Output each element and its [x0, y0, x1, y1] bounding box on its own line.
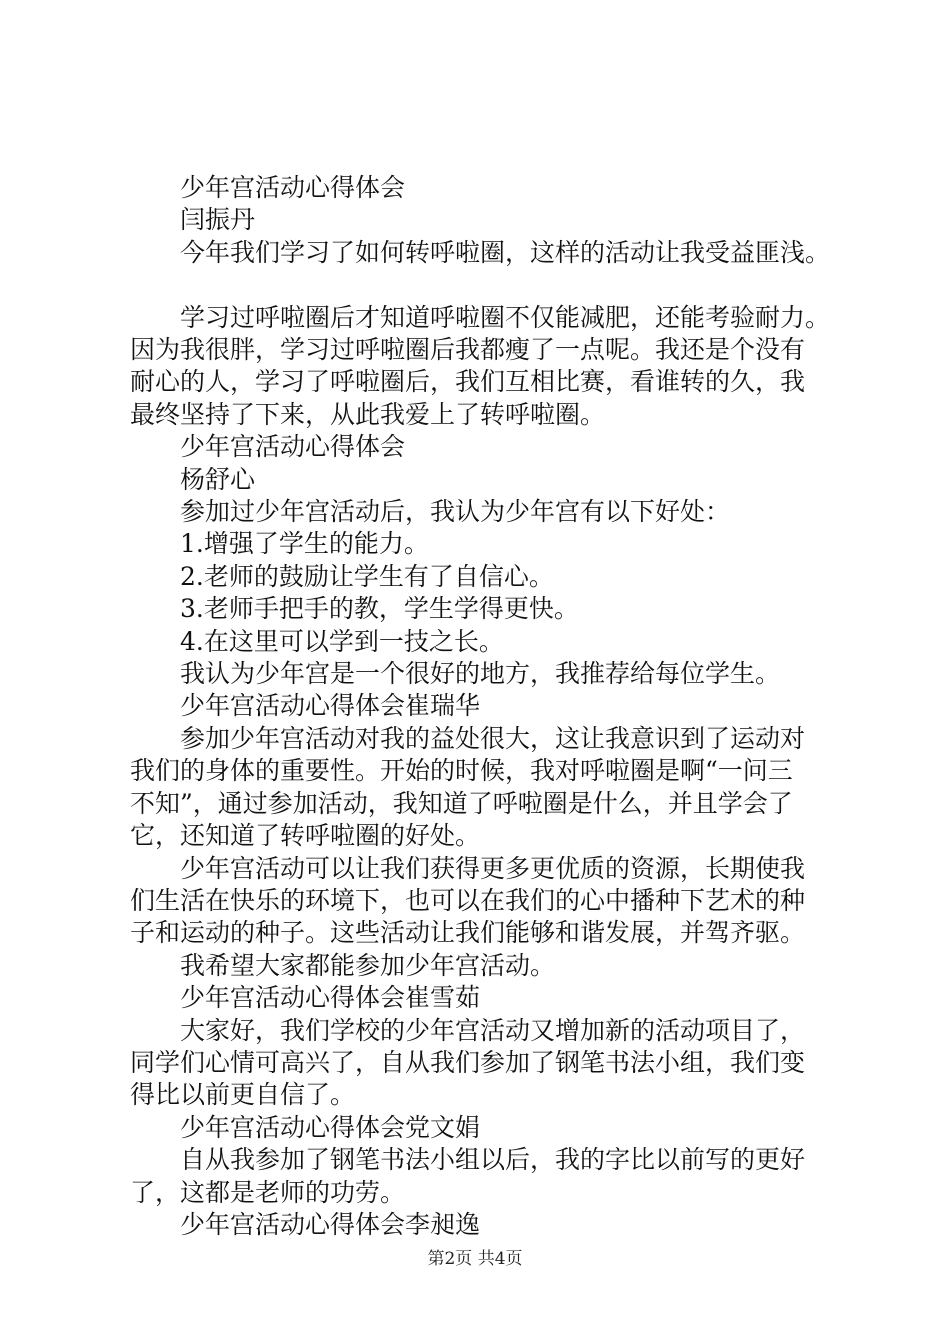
paragraph-line: 耐心的人，学习了呼啦圈后，我们互相比赛，看谁转的久，我	[130, 367, 806, 397]
section-title: 少年宫活动心得体会	[180, 432, 406, 462]
list-item: 2.老师的鼓励让学生有了自信心。	[180, 561, 554, 591]
paragraph-line: 了，这都是老师的功劳。	[130, 1177, 406, 1207]
list-item: 4.在这里可以学到一技之长。	[180, 626, 504, 656]
paragraph-line: 大家好，我们学校的少年宫活动又增加新的活动项目了，	[180, 1015, 806, 1045]
paragraph-line: 我希望大家都能参加少年宫活动。	[180, 950, 556, 980]
list-item: 1.增强了学生的能力。	[180, 529, 429, 559]
blank-line	[130, 269, 850, 301]
section-heading: 少年宫活动心得体会李昶逸	[180, 1209, 481, 1239]
section-title: 少年宫活动心得体会	[180, 173, 406, 202]
paragraph-line: 得比以前更自信了。	[130, 1080, 356, 1110]
list-item: 3.老师手把手的教，学生学得更快。	[180, 594, 579, 624]
paragraph-line: 参加少年宫活动对我的益处很大，这让我意识到了运动对	[180, 723, 806, 753]
paragraph-line: 少年宫活动可以让我们获得更多更优质的资源，长期使我	[180, 853, 806, 883]
paragraph-line: 今年我们学习了如何转呼啦圈，这样的活动让我受益匪浅。	[180, 237, 831, 267]
section-heading: 少年宫活动心得体会崔雪茹	[180, 983, 481, 1013]
paragraph-line: 它，还知道了转呼啦圈的好处。	[130, 821, 481, 851]
section-heading: 少年宫活动心得体会党文娟	[180, 1112, 481, 1142]
paragraph-line: 们生活在快乐的环境下，也可以在我们的心中播种下艺术的种	[130, 885, 806, 915]
section-author: 闫振丹	[180, 205, 256, 235]
page-footer: 第2页 共4页	[427, 1249, 523, 1269]
paragraph-line: 子和运动的种子。这些活动让我们能够和谐发展，并驾齐驱。	[130, 918, 806, 948]
document-body	[130, 172, 850, 1241]
paragraph-line: 最终坚持了下来，从此我爱上了转呼啦圈。	[130, 399, 606, 429]
section-author: 杨舒心	[180, 464, 256, 494]
paragraph-line: 我认为少年宫是一个很好的地方，我推荐给每位学生。	[180, 659, 781, 689]
paragraph-line: 自从我参加了钢笔书法小组以后，我的字比以前写的更好	[180, 1145, 806, 1175]
paragraph-line: 参加过少年宫活动后，我认为少年宫有以下好处：	[180, 497, 731, 527]
paragraph-line: 因为我很胖，学习过呼啦圈后我都瘦了一点呢。我还是个没有	[130, 335, 806, 365]
paragraph-line: 我们的身体的重要性。开始的时候，我对呼啦圈是啊“一问三	[130, 756, 793, 786]
section-heading: 少年宫活动心得体会崔瑞华	[180, 691, 481, 721]
paragraph-line: 学习过呼啦圈后才知道呼啦圈不仅能减肥，还能考验耐力。	[180, 302, 831, 332]
paragraph-line: 不知”，通过参加活动，我知道了呼啦圈是什么，并且学会了	[130, 788, 793, 818]
paragraph-line: 同学们心情可高兴了，自从我们参加了钢笔书法小组，我们变	[130, 1047, 806, 1077]
